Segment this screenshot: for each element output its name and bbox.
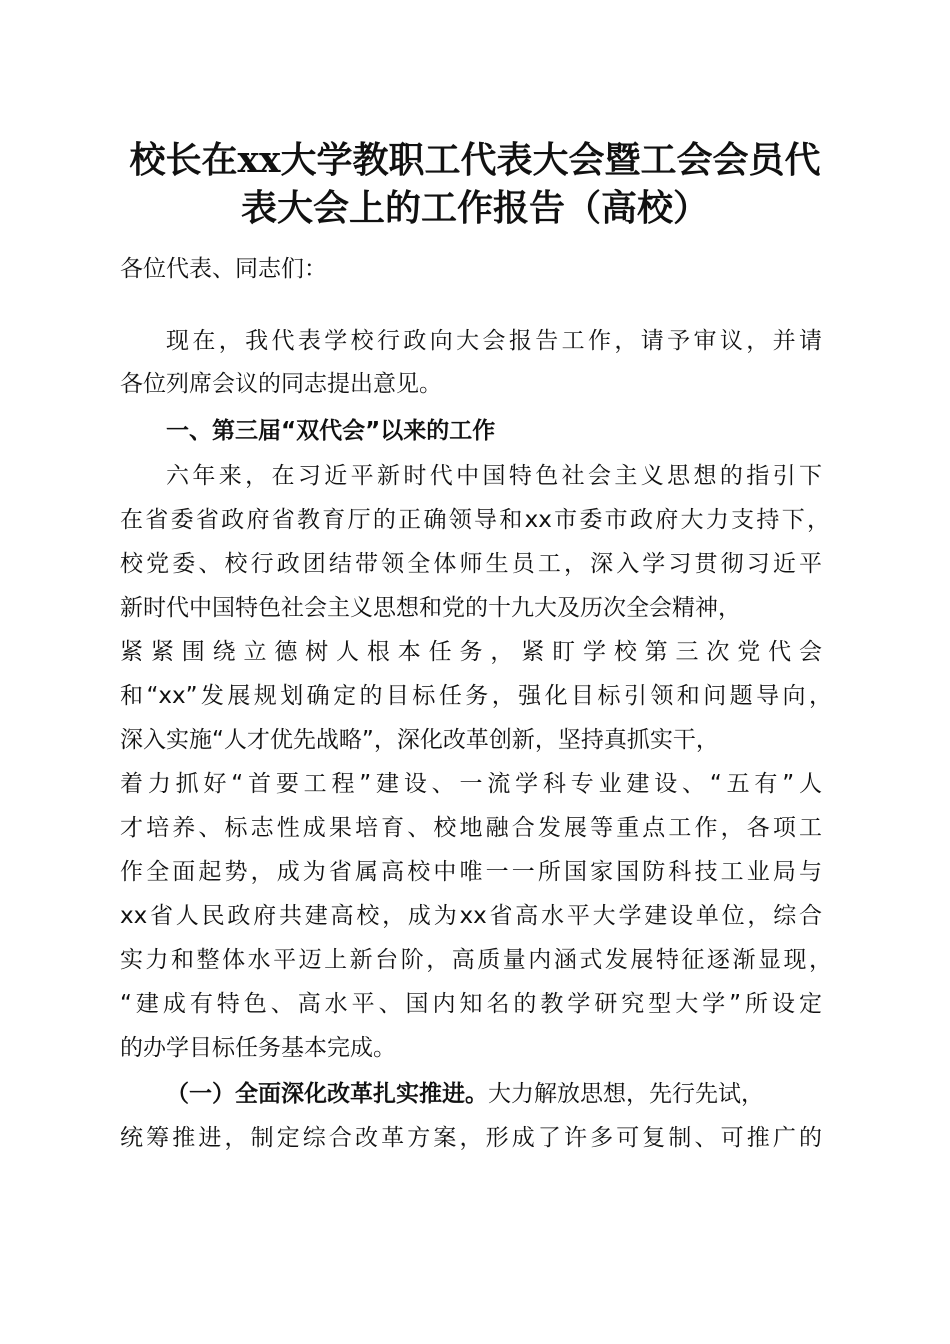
body-line: 新时代中国特色社会主义思想和党的十九大及历次全会精神， xyxy=(120,595,741,621)
body-line: 现在，我代表学校行政向大会报告工作，请予审议，并请 xyxy=(166,328,822,354)
body-line: 的办学目标任务基本完成。 xyxy=(120,1035,396,1061)
body-line: 作全面起势，成为省属高校中唯一一所国家国防科技工业局与 xyxy=(120,859,822,885)
section-heading: 一、第三届“双代会”以来的工作 xyxy=(166,418,496,444)
body-line: 实力和整体水平迈上新台阶，高质量内涵式发展特征逐渐显现， xyxy=(120,947,832,973)
subsection-paragraph-start xyxy=(166,1079,764,1109)
body-line: 和“xx”发展规划确定的目标任务，强化目标引领和问题导向， xyxy=(120,683,832,709)
title-line-1: 校长在xx大学教职工代表大会暨工会会员代 xyxy=(129,139,821,181)
title-line-2: 表大会上的工作报告（高校） xyxy=(240,187,709,229)
body-line: 深入实施“人才优先战略”，深化改革创新，坚持真抓实干， xyxy=(120,727,719,753)
body-line: 才培养、标志性成果培育、校地融合发展等重点工作，各项工 xyxy=(120,815,822,841)
body-line: 各位列席会议的同志提出意见。 xyxy=(120,371,442,397)
subsection-heading: （一）全面深化改革扎实推进。 xyxy=(166,1081,488,1107)
body-line: 在省委省政府省教育厅的正确领导和xx市委市政府大力支持下， xyxy=(120,507,830,533)
body-line: 校党委、校行政团结带领全体师生员工，深入学习贯彻习近平 xyxy=(120,551,822,577)
document-title xyxy=(100,136,850,232)
body-line: “建成有特色、高水平、国内知名的教学研究型大学”所设定 xyxy=(120,991,822,1017)
body-line: 着力抓好“首要工程”建设、一流学科专业建设、“五有”人 xyxy=(120,771,822,797)
salutation: 各位代表、同志们： xyxy=(120,256,327,282)
subsection-text: 大力解放思想，先行先试， xyxy=(488,1081,764,1107)
body-line: xx省人民政府共建高校，成为xx省高水平大学建设单位，综合 xyxy=(120,903,822,929)
body-line: 紧紧围绕立德树人根本任务，紧盯学校第三次党代会 xyxy=(120,639,822,665)
body-line: 六年来，在习近平新时代中国特色社会主义思想的指引下 xyxy=(166,463,822,489)
body-line: 统筹推进，制定综合改革方案，形成了许多可复制、可推广的 xyxy=(120,1125,822,1151)
